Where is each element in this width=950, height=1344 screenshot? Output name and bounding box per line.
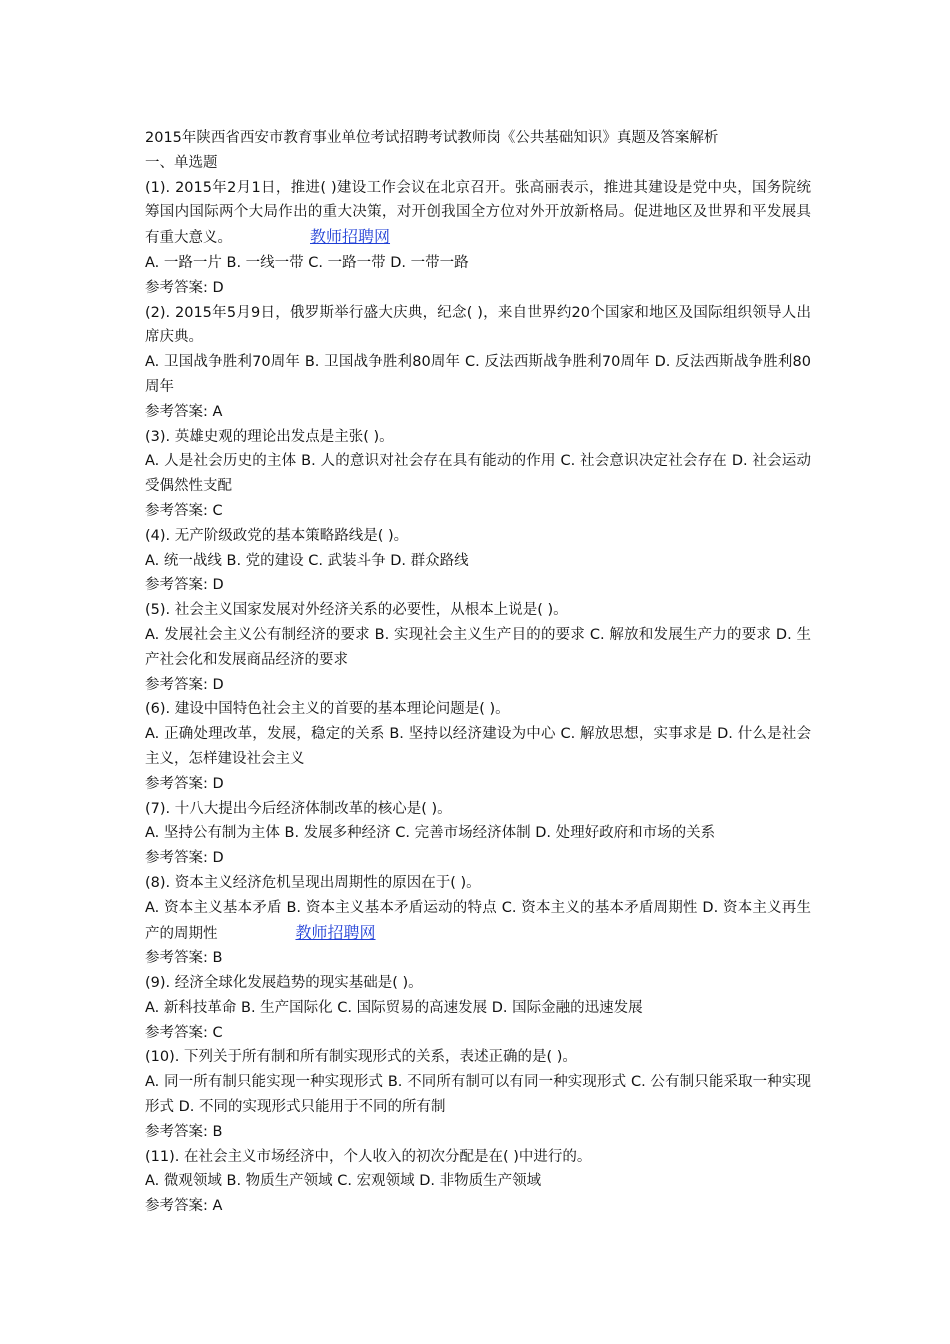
document-title: 2015年陕西省西安市教育事业单位考试招聘考试教师岗《公共基础知识》真题及答案解析	[145, 130, 719, 146]
question-2-options: A. 卫国战争胜利70周年 B. 卫国战争胜利80周年 C. 反法西斯战争胜利70周年 D. 反法西斯战争胜利80周年	[145, 354, 811, 395]
question-6-text: (6). 建设中国特色社会主义的首要的基本理论问题是( )。	[145, 701, 510, 718]
question-1-text	[145, 176, 811, 251]
question-8-options-wrap	[145, 896, 811, 947]
question-6-options: A. 正确处理改革，发展，稳定的关系 B. 坚持以经济建设为中心 C. 解放思想，实事求是 D. 什么是社会主义，怎样建设社会主义	[145, 726, 811, 767]
question-8-answer: 参考答案: B	[145, 950, 223, 967]
question-2-text: (2). 2015年5月9日，俄罗斯举行盛大庆典，纪念( )，来自世界约20个国家和地区及国际组织领导人出席庆典。	[145, 304, 811, 346]
question-1-options: A. 一路一片 B. 一线一带 C. 一路一带 D. 一带一路	[145, 254, 469, 271]
question-6-answer: 参考答案: D	[145, 775, 224, 792]
question-3-answer: 参考答案: C	[145, 502, 223, 519]
question-10-answer: 参考答案: B	[145, 1123, 223, 1140]
question-11-text: (11). 在社会主义市场经济中，个人收入的初次分配是在( )中进行的。	[145, 1148, 592, 1165]
question-9-options: A. 新科技革命 B. 生产国际化 C. 国际贸易的高速发展 D. 国际金融的迅速发展	[145, 999, 643, 1016]
question-3-text: (3). 英雄史观的理论出发点是主张( )。	[145, 428, 394, 445]
question-4-options: A. 统一战线 B. 党的建设 C. 武装斗争 D. 群众路线	[145, 552, 469, 569]
document-page	[145, 126, 811, 1219]
question-4-answer: 参考答案: D	[145, 577, 224, 594]
question-9-text: (9). 经济全球化发展趋势的现实基础是( )。	[145, 975, 423, 992]
question-9-answer: 参考答案: C	[145, 1024, 223, 1041]
question-11-options: A. 微观领域 B. 物质生产领域 C. 宏观领域 D. 非物质生产领域	[145, 1173, 542, 1190]
question-5-options: A. 发展社会主义公有制经济的要求 B. 实现社会主义生产目的的要求 C. 解放和发展生产力的要求 D. 生产社会化和发展商品经济的要求	[145, 626, 811, 668]
question-2-answer: 参考答案: A	[145, 403, 223, 420]
question-7-text: (7). 十八大提出今后经济体制改革的核心是( )。	[145, 800, 452, 817]
teacher-recruitment-link[interactable]: 教师招聘网	[310, 227, 391, 247]
question-4-text: (4). 无产阶级政党的基本策略路线是( )。	[145, 527, 409, 544]
question-1-answer: 参考答案: D	[145, 279, 224, 296]
question-3-options: A. 人是社会历史的主体 B. 人的意识对社会存在具有能动的作用 C. 社会意识决定社会存在 D. 社会运动受偶然性支配	[145, 453, 811, 495]
question-8-options: A. 资本主义基本矛盾 B. 资本主义基本矛盾运动的特点 C. 资本主义的基本矛盾周期性 D. 资本主义再生产的周期性	[145, 899, 811, 942]
question-11-answer: 参考答案: A	[145, 1198, 223, 1215]
teacher-recruitment-link-2[interactable]: 教师招聘网	[295, 922, 376, 942]
question-7-answer: 参考答案: D	[145, 850, 224, 867]
question-8-text: (8). 资本主义经济危机呈现出周期性的原因在于( )。	[145, 874, 481, 891]
question-5-text: (5). 社会主义国家发展对外经济关系的必要性，从根本上说是( )。	[145, 602, 568, 619]
section-heading: 一、单选题	[145, 154, 218, 171]
question-1-stem: (1). 2015年2月1日，推进( )建设工作会议在北京召开。张高丽表示，推进其建设是党中央，国务院统筹国内国际两个大局作出的重大决策，对开创我国全方位对外开放新格局。促进地区及世界和平发展具有重大意义。	[145, 179, 811, 247]
question-7-options: A. 坚持公有制为主体 B. 发展多种经济 C. 完善市场经济体制 D. 处理好政府和市场的关系	[145, 825, 716, 842]
question-10-text: (10). 下列关于所有制和所有制实现形式的关系，表述正确的是( )。	[145, 1049, 577, 1066]
question-10-options: A. 同一所有制只能实现一种实现形式 B. 不同所有制可以有同一种实现形式 C. 公有制只能采取一种实现形式 D. 不同的实现形式只能用于不同的所有制	[145, 1074, 811, 1116]
question-5-answer: 参考答案: D	[145, 676, 224, 693]
